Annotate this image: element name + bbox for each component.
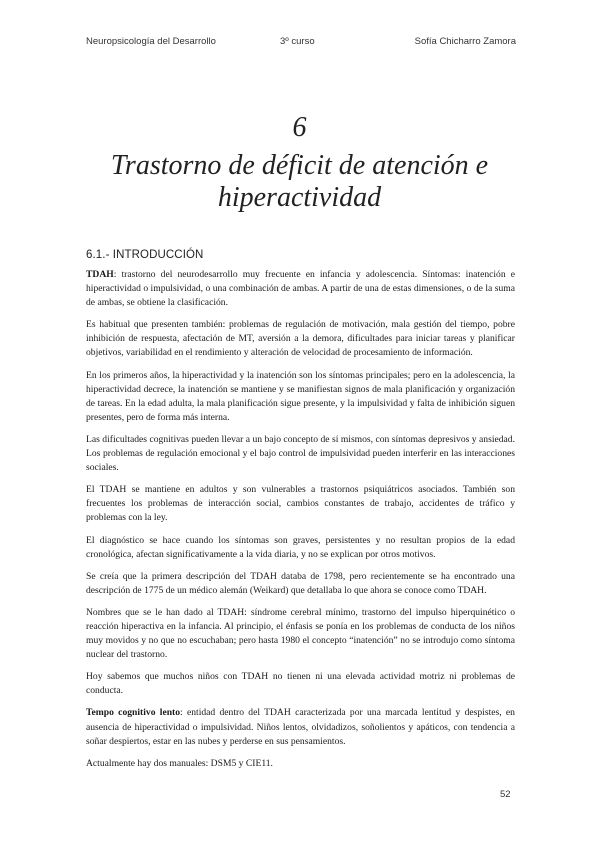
paragraph [86,606,515,662]
paragraph-text: Las dificultades cognitivas pueden llevar a un bajo concepto de sí mismos, con síntomas depresivos y ansiedad. Los problemas de regulación emocional y el bajo control de impulsividad pueden interferir en las interacciones sociales. [86,433,515,474]
page-number: 52 [500,789,511,800]
paragraph-text: : entidad dentro del TDAH caracterizada por una marcada lentitud y despistes, en ausencia de hiperactividad o impulsividad. Niños lentos, olvidadizos, soñolientos y apáticos, con tendencia a soñar despiertos, estar en las nubes y perderse en sus pensamientos. [86,707,515,747]
header-course: Neuropsicología del Desarrollo [86,36,216,47]
body-content [86,268,515,779]
paragraph [86,369,515,425]
section-heading: 6.1.- INTRODUCCIÓN [86,249,204,261]
paragraph-text: Hoy sabemos que muchos niños con TDAH no tienen ni una elevada actividad motriz ni problemas de conducta. [86,671,515,697]
paragraph [86,268,515,310]
paragraph-text: Actualmente hay dos manuales: DSM5 y CIE11. [86,757,273,769]
paragraph-text: Se creía que la primera descripción del TDAH databa de 1798, pero recientemente se ha encontrado una descripción de 1775 de un médico alemán (Weikard) que detallaba lo que ahora se conoce como TDAH. [86,570,515,596]
paragraph [86,570,515,598]
header-author: Sofía Chicharro Zamora [414,36,516,47]
paragraph [86,318,515,360]
paragraph-text: El diagnóstico se hace cuando los síntomas son graves, persistentes y no resultan propios de la edad cronológica, afectan significativamente a la vida diaria, y no se explican por otros motivos. [86,534,515,560]
paragraph [86,757,515,771]
paragraph [86,433,515,475]
paragraph-text: : trastorno del neurodesarrollo muy frecuente en infancia y adolescencia. Síntomas: inatención e hiperactividad o impulsividad, o una combinación de ambas. A partir de una de estas dimensiones, o de la suma de ambas, se obtiene la clasificación. [86,269,515,309]
paragraph-lead: Tempo cognitivo lento [86,707,181,719]
paragraph-text: Es habitual que presenten también: problemas de regulación de motivación, mala gestión del tiempo, pobre inhibición de respuesta, afectación de MT, aversión a la demora, dificultades para iniciar tareas y planificar objetivos, variabilidad en el rendimiento y alteración de velocidad de procesamiento de información. [86,319,515,359]
paragraph [86,483,515,525]
header-year: 3º curso [280,36,315,47]
paragraph [86,706,515,748]
paragraph-lead: TDAH [86,269,114,280]
paragraph [86,670,515,698]
chapter-title: Trastorno de déficit de atención e hiperactividad [110,150,489,213]
paragraph-text: El TDAH se mantiene en adultos y son vulnerables a trastornos psiquiátricos asociados. También son frecuentes los problemas de interacción social, cambios constantes de trabajo, accidentes de tráfico y problemas con la ley. [86,484,515,524]
chapter-number: 6 [292,112,307,143]
paragraph [86,534,515,562]
paragraph-text: En los primeros años, la hiperactividad y la inatención son los síntomas principales; pero en la adolescencia, la hiperactividad decrece, la inatención se mantiene y se manifiestan signos de mala planificación y organización de tareas. En la edad adulta, la mala planificación sigue presente, y la impulsividad y falta de inhibición siguen presentes, pero de forma más interna. [86,369,515,423]
paragraph-text: Nombres que se le han dado al TDAH: síndrome cerebral mínimo, trastorno del impulso hiperquinético o reacción hiperactiva en la infancia. Al principio, el énfasis se ponía en los problemas de conducta de los niños muy movidos y no que no escuchaban; pero hasta 1980 el concepto “inatención” no se introdujo como síntoma nuclear del trastorno. [86,606,515,661]
